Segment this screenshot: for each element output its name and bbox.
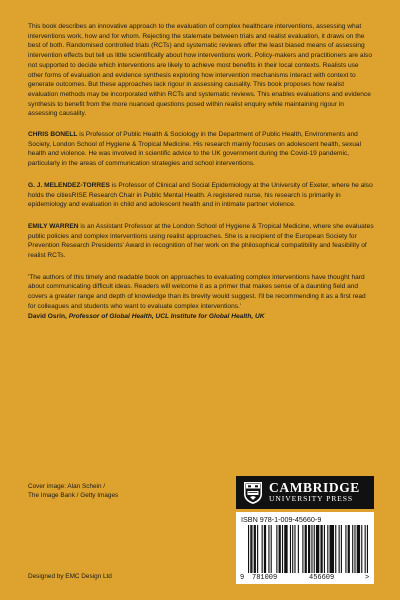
author-bio-text: is Professor of Public Health & Sociology in the Department of Public Health, Environments and Society, London School of Hygiene & Tropical Medicine. His research mainly focuses on adolescent health, sexual health and violence. He was involved in scientific advice to the UK government during the Covid-19 pandemic, particularly in the areas of communication strategies and school interventions. [28,131,362,168]
cover-credit-line: The Image Bank / Getty Images [28,492,119,499]
barcode-digit-group: 456609 [309,574,335,582]
endorser-title: Professor of Global Health, UCL Institute for Global Health, UK [68,312,265,320]
author-name: CHRIS BONELL [28,131,78,139]
endorser-name: David Osrin, [28,312,69,320]
barcode-digit-group: 9 [240,574,245,582]
author-bio-warren [28,222,374,261]
author-bio-melendez-torres [28,181,374,210]
publisher-name-line: UNIVERSITY PRESS [269,494,353,503]
publisher-name-line: CAMBRIDGE [269,480,360,495]
book-description: This book describes an innovative approach to the evaluation of complex healthcare interventions, assessing what interventions work, how and for whom. Rejecting the stalemate between trials and realist evaluation, it draws on the best of both. Randomised controlled trials (RCTs) and systematic reviews offer the least biased means of assessing intervention effects but tell us little scientifically about how interventions work. Policy-makers and practitioners are also not supported to decide which interventions are likely to achieve most benefits in their local contexts. Realists use other forms of evaluation and evidence synthesis exploring how intervention mechanisms interact with context to generate outcomes. But these approaches lack rigour in assessing causality. This book proposes how realist evaluation methods may be incorporated within RCTs and systematic reviews. This enables evaluations and evidence synthesis to benefit from the more nuanced questions posed within realist enquiry while maintaining rigour in assessing causality. [28,23,373,118]
barcode-digit-group: 781009 [252,574,278,582]
endorsement-author [28,312,374,322]
cover-text [28,22,374,321]
author-bio-bonell [28,130,374,169]
publisher-logo [236,476,374,509]
barcode-icon [248,525,368,573]
author-bio-text: is Professor of Clinical and Social Epidemiology at the University of Exeter, where he also holds the citiesRISE Research Chair in Public Mental Health. A registered nurse, his research is primarily in epidemiology and evaluation in child and adolescent health and in intimate partner violence. [28,181,373,209]
isbn-barcode [236,512,374,584]
endorsement-quote: 'The authors of this timely and readable book on approaches to evaluating complex interventions have thought hard about communicating difficult ideas. Readers will welcome it as a primer that makes sense of a daunting field and covers a greater range and depth of knowledge than its brevity would suggest. I'll be recommending it as a first read for colleagues and students who want to evaluate complex interventions.' [28,273,366,310]
author-bio-text: is an Assistant Professor at the London School of Hygiene & Tropical Medicine, where she evaluates public policies and complex interventions using realist approaches. She is a recipient of the European Society for Prevention Research Presidents' Award in recognition of her work on the philosophical compatibility and feasibility of realist RCTs. [28,222,374,260]
cover-credit-line: Cover image: Alan Schein / [28,483,106,490]
barcode-digit-group: > [365,574,370,582]
cover-image-credit [28,482,118,500]
publisher-name [269,481,360,504]
university-crest-icon [243,481,263,505]
design-credit: Designed by EMC Design Ltd [28,573,112,580]
isbn-number: ISBN 978-1-009-45660-9 [241,515,322,524]
author-name: G. J. MELENDEZ-TORRES [28,181,110,189]
author-name: EMILY WARREN [28,222,79,230]
